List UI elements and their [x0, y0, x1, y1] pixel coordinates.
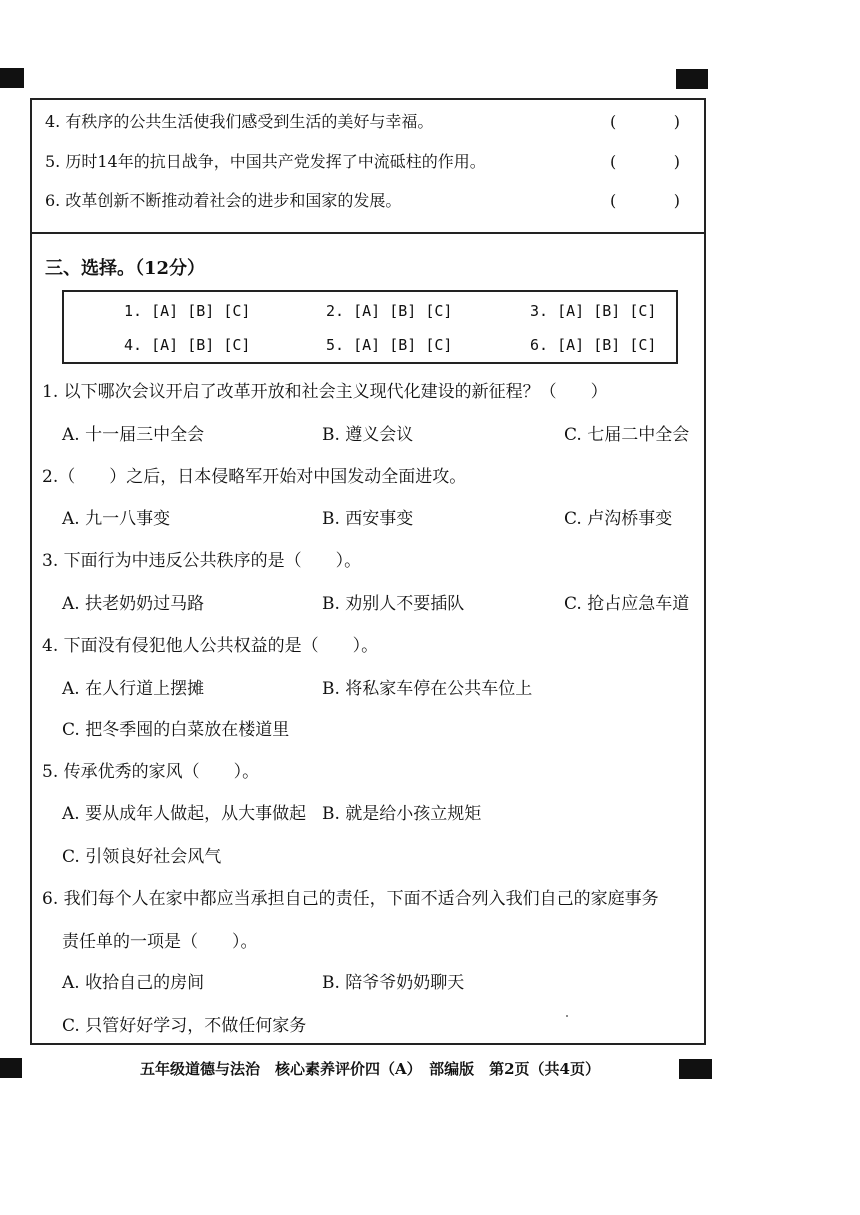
answer-parentheses[interactable]: ( ) — [610, 112, 680, 131]
registration-mark-top-right — [676, 69, 708, 89]
option-a: A. 扶老奶奶过马路 — [62, 594, 205, 614]
question-stem: 5. 传承优秀的家风（ ）。 — [42, 762, 260, 782]
option-a: A. 十一届三中全会 — [62, 425, 205, 445]
answer-choice-group[interactable]: 3. [A] [B] [C] — [530, 302, 657, 320]
answer-choice-group[interactable]: 2. [A] [B] [C] — [326, 302, 453, 320]
scan-speck — [566, 1015, 568, 1017]
question-stem: 2.（ ）之后，日本侵略军开始对中国发动全面进攻。 — [42, 467, 467, 487]
question-stem: 4. 下面没有侵犯他人公共权益的是（ ）。 — [42, 636, 379, 656]
page-footer: 五年级道德与法治 核心素养评价四（A） 部编版 第2页（共4页） — [139, 1060, 600, 1078]
option-c: C. 七届二中全会 — [564, 425, 690, 445]
option-a: A. 收拾自己的房间 — [62, 973, 205, 993]
answer-parentheses[interactable]: ( ) — [610, 191, 680, 210]
option-c: C. 卢沟桥事变 — [564, 509, 673, 529]
option-c: C. 抢占应急车道 — [564, 594, 690, 614]
statement-text: 4. 有秩序的公共生活使我们感受到生活的美好与幸福。 — [45, 112, 434, 131]
statement-text: 5. 历时14年的抗日战争，中国共产党发挥了中流砥柱的作用。 — [45, 152, 486, 171]
option-c: C. 只管好好学习，不做任何家务 — [62, 1016, 307, 1036]
option-c: C. 引领良好社会风气 — [62, 847, 222, 867]
option-b: B. 就是给小孩立规矩 — [322, 804, 482, 824]
option-b: B. 西安事变 — [322, 509, 414, 529]
registration-mark-top-left — [0, 68, 24, 88]
answer-choice-group[interactable]: 4. [A] [B] [C] — [124, 336, 251, 354]
answer-choice-group[interactable]: 1. [A] [B] [C] — [124, 302, 251, 320]
answer-parentheses[interactable]: ( ) — [610, 152, 680, 171]
true-false-item — [45, 189, 680, 213]
true-false-item — [45, 150, 680, 174]
option-a: A. 九一八事变 — [62, 509, 171, 529]
option-b: B. 劝别人不要插队 — [322, 594, 465, 614]
section-divider — [32, 232, 704, 234]
statement-text: 6. 改革创新不断推动着社会的进步和国家的发展。 — [45, 191, 402, 210]
question-stem: 1. 以下哪次会议开启了改革开放和社会主义现代化建设的新征程？（ ） — [42, 382, 608, 402]
section-title: 三、选择。（12分） — [45, 258, 206, 279]
option-b: B. 遵义会议 — [322, 425, 414, 445]
answer-sheet-box — [62, 290, 678, 364]
question-stem: 3. 下面行为中违反公共秩序的是（ ）。 — [42, 551, 362, 571]
true-false-item — [45, 110, 680, 134]
option-b: B. 陪爷爷奶奶聊天 — [322, 973, 465, 993]
exam-frame — [30, 98, 706, 1045]
answer-choice-group[interactable]: 5. [A] [B] [C] — [326, 336, 453, 354]
option-c: C. 把冬季囤的白菜放在楼道里 — [62, 720, 290, 740]
question-stem: 6. 我们每个人在家中都应当承担自己的责任，下面不适合列入我们自己的家庭事务 — [42, 889, 659, 909]
option-b: B. 将私家车停在公共车位上 — [322, 679, 533, 699]
question-stem-continued: 责任单的一项是（ ）。 — [62, 932, 258, 952]
answer-choice-group[interactable]: 6. [A] [B] [C] — [530, 336, 657, 354]
option-a: A. 在人行道上摆摊 — [62, 679, 205, 699]
option-a: A. 要从成年人做起，从大事做起 — [62, 804, 307, 824]
